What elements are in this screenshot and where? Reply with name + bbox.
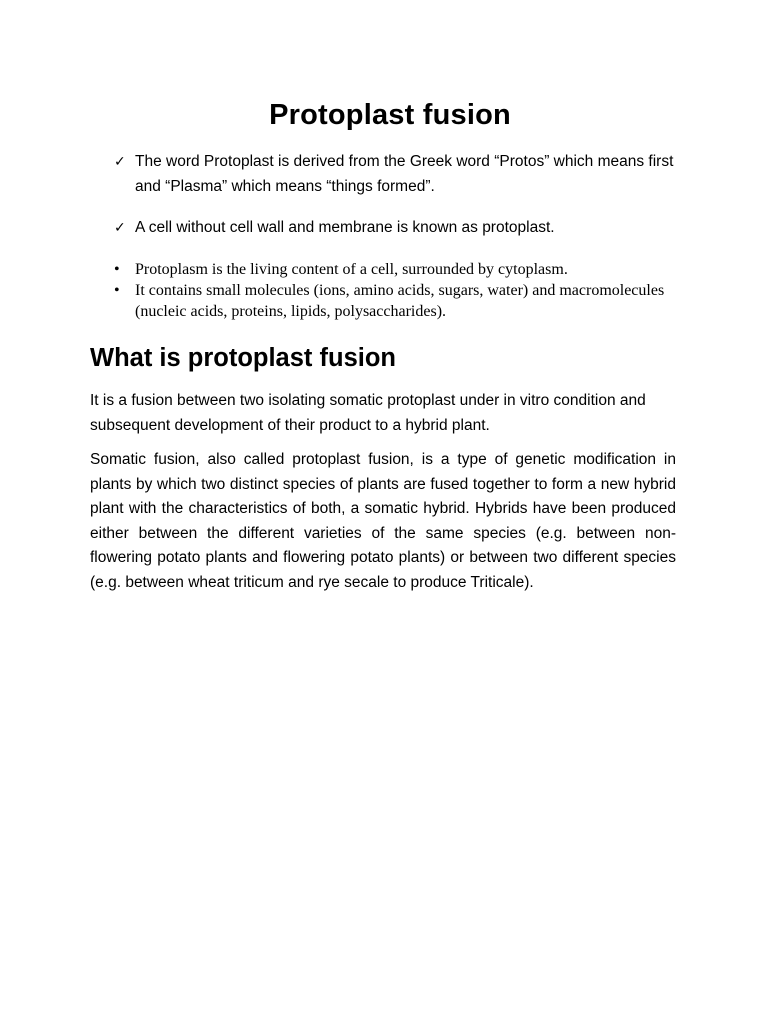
- checkmark-list-item: [114, 150, 684, 199]
- checkmark-icon: ✓: [114, 154, 126, 170]
- bullet-list-item: [114, 259, 704, 280]
- bullet-list-item: [114, 280, 704, 322]
- bullet-icon: •: [114, 261, 120, 278]
- bullet-list: [114, 259, 704, 322]
- checkmark-item-text: A cell without cell wall and membrane is known as protoplast.: [135, 219, 555, 236]
- bullet-icon: •: [114, 282, 120, 299]
- body-paragraph-somatic-fusion: Somatic fusion, also called protoplast fusion, is a type of genetic modification in plants by which two distinct species of plants are fused together to form a new hybrid plant with the characteristics of both, a somatic hybrid. Hybrids have been produced either between the different varieties of the same species (e.g. between non-flowering potato plants and flowering potato plants) or between two different species (e.g. between wheat triticum and rye secale to produce Triticale).: [90, 451, 676, 591]
- checkmark-item-text: The word Protoplast is derived from the Greek word “Protos” which means first and “Plasma” which means “things formed”.: [135, 153, 674, 195]
- bullet-item-text: Protoplasm is the living content of a cell, surrounded by cytoplasm.: [135, 261, 568, 278]
- bullet-item-text: It contains small molecules (ions, amino acids, sugars, water) and macromolecules (nucleic acids, proteins, lipids, polysaccharides).: [135, 282, 665, 320]
- section-heading: What is protoplast fusion: [90, 344, 396, 372]
- checkmark-icon: ✓: [114, 220, 126, 236]
- checkmark-list: [114, 150, 684, 241]
- checkmark-list-item: [114, 216, 684, 241]
- body-paragraph-definition: It is a fusion between two isolating somatic protoplast under in vitro condition and subsequent development of their product to a hybrid plant.: [90, 392, 646, 434]
- document-title: Protoplast fusion: [269, 99, 511, 131]
